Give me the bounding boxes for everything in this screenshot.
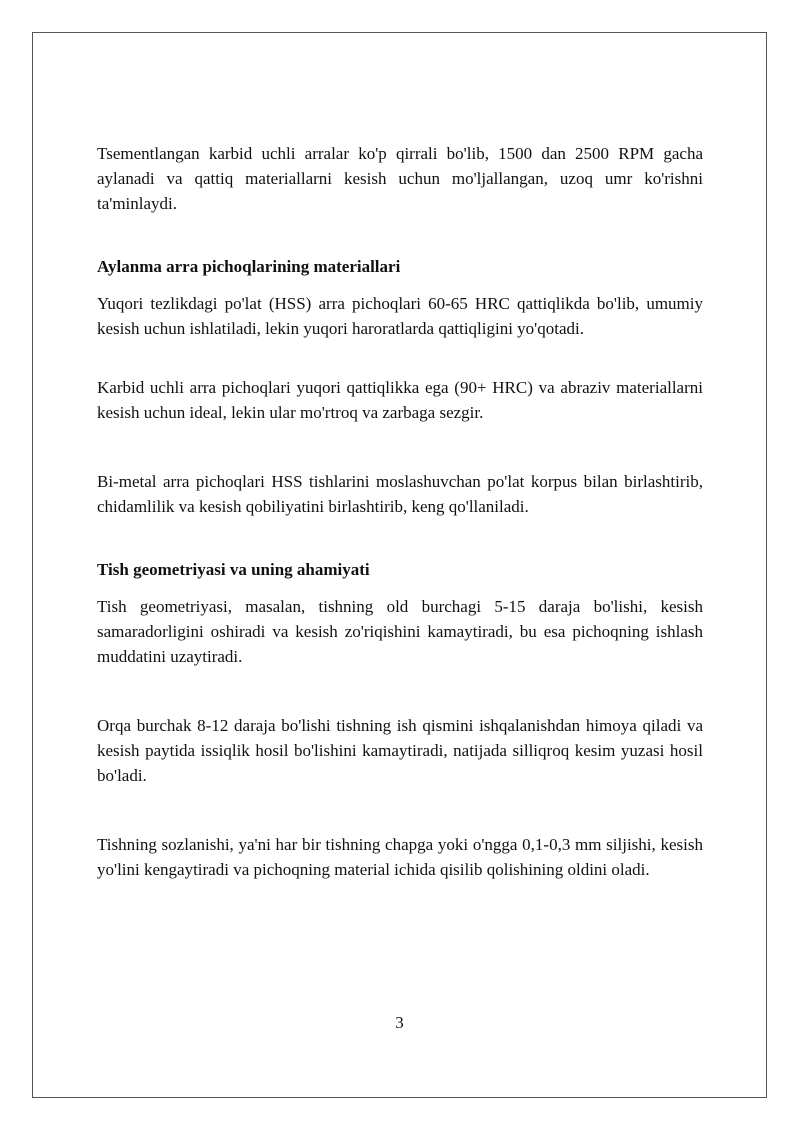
paragraph-bimetal-blades: Bi-metal arra pichoqlari HSS tishlarini moslashuvchan po'lat korpus bilan birlashtirib, chidamlilik va kesish qobiliyatini birlashtirib, keng qo'llaniladi. [97,472,703,516]
paragraph-hss-blades: Yuqori tezlikdagi po'lat (HSS) arra pichoqlari 60-65 HRC qattiqlikda bo'lib, umumiy kesish uchun ishlatiladi, lekin yuqori haroratlarda qattiqligini yo'qotadi. [97,294,703,338]
paragraph-tooth-set: Tishning sozlanishi, ya'ni har bir tishning chapga yoki o'ngga 0,1-0,3 mm siljishi, kesish yo'lini kengaytiradi va pichoqning material ichida qisilib qolishining oldini oladi. [97,835,703,879]
page-body [97,141,703,882]
section-heading-blade-materials: Aylanma arra pichoqlarining materiallari [97,257,401,276]
section-heading-tooth-geometry: Tish geometriyasi va uning ahamiyati [97,560,370,579]
paragraph-clearance-angle: Orqa burchak 8-12 daraja bo'lishi tishning ish qismini ishqalanishdan himoya qiladi va kesish paytida issiqlik hosil bo'lishini kamaytiradi, natijada silliqroq kesim yuzasi hosil bo'ladi. [97,716,703,785]
page-number: 3 [395,1013,404,1032]
paragraph-rake-angle: Tish geometriyasi, masalan, tishning old burchagi 5-15 daraja bo'lishi, kesish samaradorligini oshiradi va kesish zo'riqishini kamaytiradi, bu esa pichoqning ishlash muddatini uzaytiradi. [97,597,703,666]
paragraph-carbide-blades: Karbid uchli arra pichoqlari yuqori qattiqlikka ega (90+ HRC) va abraziv materiallarni kesish uchun ideal, lekin ular mo'rtroq va zarbaga sezgir. [97,378,703,422]
paragraph-carbide-tipped-saws: Tsementlangan karbid uchli arralar ko'p qirrali bo'lib, 1500 dan 2500 RPM gacha aylanadi va qattiq materiallarni kesish uchun mo'ljallangan, uzoq umr ko'rishni ta'minlaydi. [97,144,703,213]
document-page [32,32,767,1098]
